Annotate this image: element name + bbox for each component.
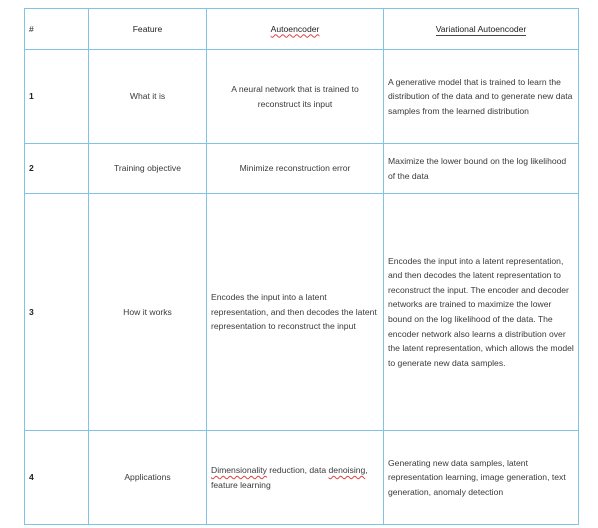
cell-text: , feature learning: [211, 464, 368, 490]
autoencoder-cell: A neural network that is trained to reconstruct its input: [207, 50, 384, 144]
header-vae-label: Variational Autoencoder: [435, 23, 527, 34]
autoencoder-cell: Minimize reconstruction error: [207, 144, 384, 194]
feature-cell: Training objective: [89, 144, 207, 194]
table-row: [25, 50, 579, 144]
header-row: [25, 9, 579, 50]
vae-cell: Generating new data samples, latent representation learning, image generation, text generation, anomaly detection: [384, 431, 579, 525]
table-row: [25, 144, 579, 194]
header-vae-text: [436, 24, 527, 36]
row-number: 3: [25, 194, 89, 431]
vae-cell: A generative model that is trained to learn the distribution of the data and to generate new data samples from the learned distribution: [384, 50, 579, 144]
feature-cell: How it works: [89, 194, 207, 431]
cell-text: reduction, data: [266, 464, 329, 475]
header-feature: Feature: [89, 9, 207, 50]
spellcheck-word: denoising: [328, 464, 366, 475]
autoencoder-cell: Encodes the input into a latent representation, and then decodes the latent representation to reconstruct the input: [207, 194, 384, 431]
feature-cell: Applications: [89, 431, 207, 525]
comparison-table: [24, 8, 579, 525]
header-number: #: [25, 9, 89, 50]
table-header: [25, 9, 579, 50]
table-row: [25, 431, 579, 525]
vae-cell: Encodes the input into a latent representation, and then decodes the latent representation to reconstruct the input. The encoder and decoder networks are trained to maximize the lower bound on the log likelihood of the data. The encoder network also learns a distribution over the latent representation, which allows the model to generate new data samples.: [384, 194, 579, 431]
row-number: 1: [25, 50, 89, 144]
vae-cell: Maximize the lower bound on the log likelihood of the data: [384, 144, 579, 194]
header-autoencoder: [207, 9, 384, 50]
table-row: [25, 194, 579, 431]
header-vae: [384, 9, 579, 50]
feature-cell: What it is: [89, 50, 207, 144]
header-autoencoder-label: Autoencoder: [270, 23, 320, 34]
autoencoder-cell: [207, 431, 384, 525]
row-number: 2: [25, 144, 89, 194]
spellcheck-word: Dimensionality: [211, 464, 267, 475]
row-number: 4: [25, 431, 89, 525]
table-body: [25, 50, 579, 525]
